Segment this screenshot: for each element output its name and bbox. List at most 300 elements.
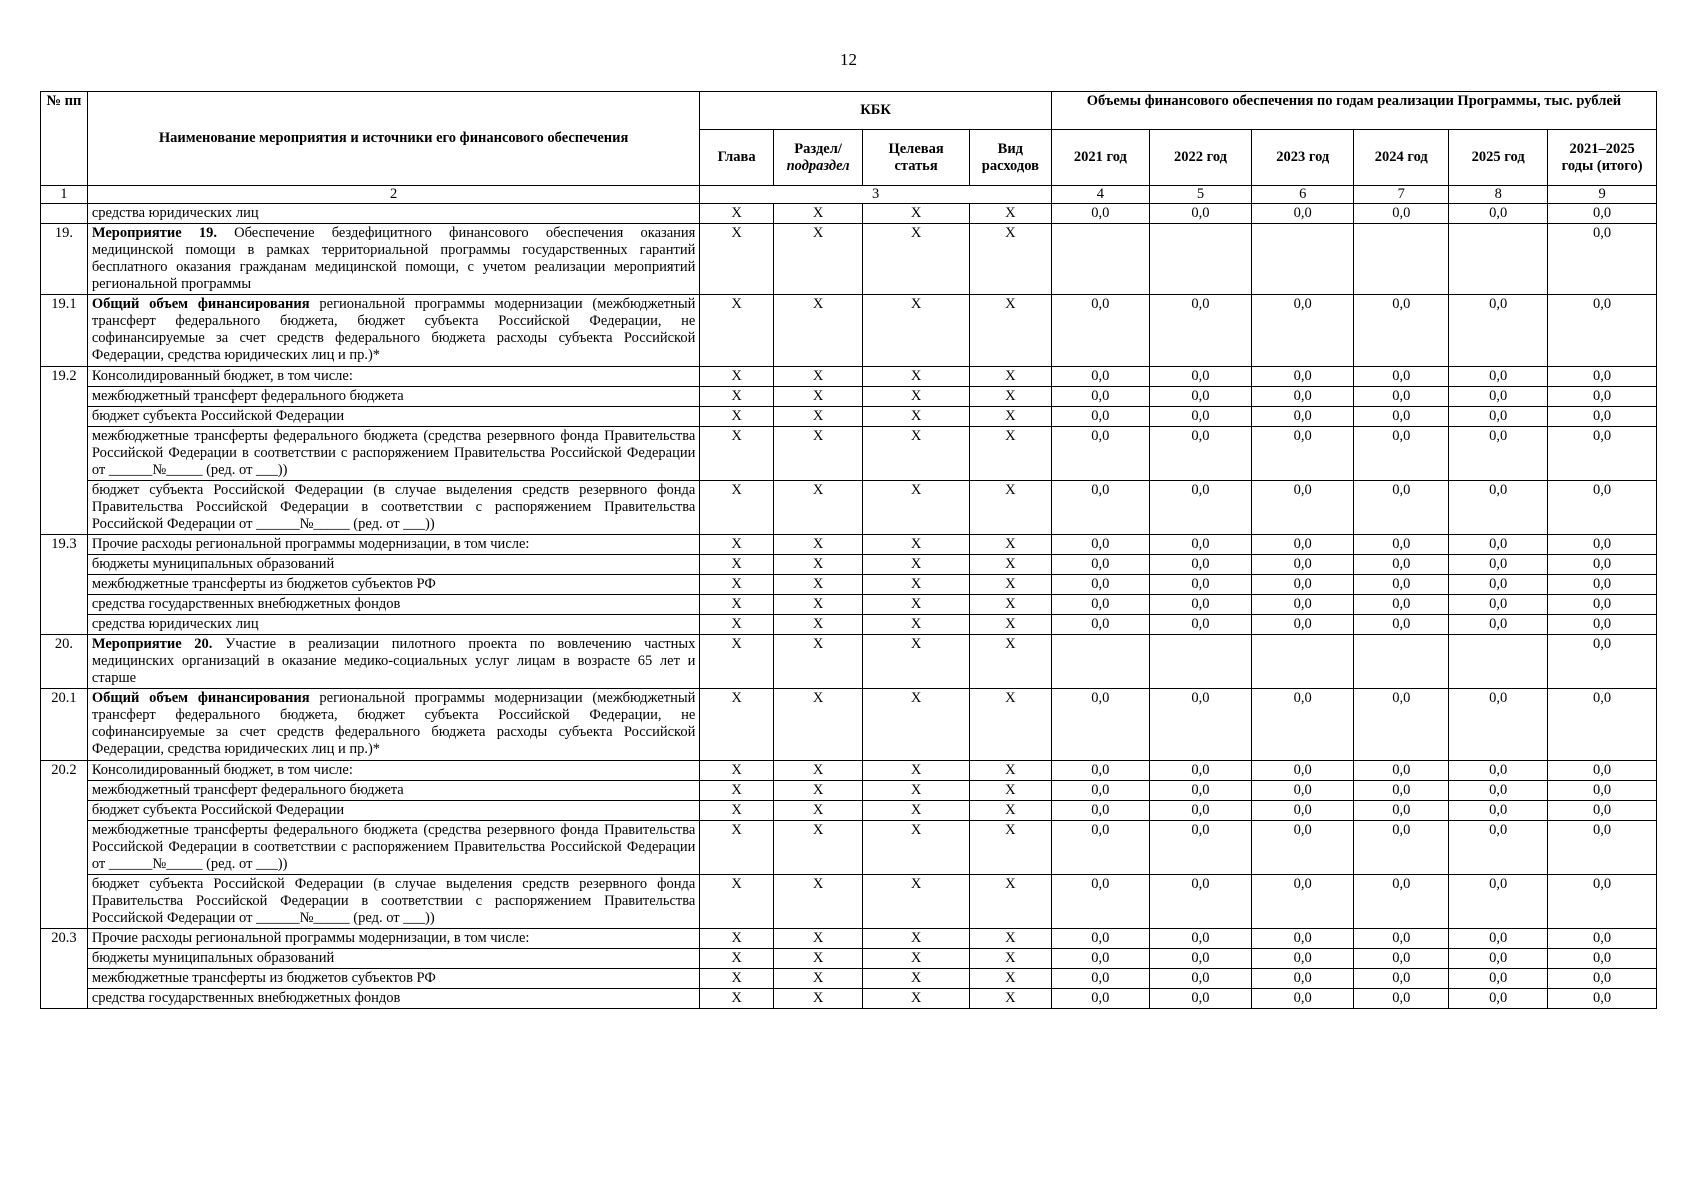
- year-value-cell: 0,0: [1354, 535, 1449, 555]
- row-label-bold: Мероприятие 19.: [91, 225, 217, 241]
- year-value-cell: 0,0: [1252, 555, 1354, 575]
- table-row: [41, 367, 1657, 387]
- year-value-cell: 0,0: [1354, 595, 1449, 615]
- kbk-cell: X: [863, 689, 970, 761]
- year-value-cell: 0,0: [1354, 949, 1449, 969]
- kbk-cell: X: [700, 969, 774, 989]
- year-value-cell: 0,0: [1051, 575, 1149, 595]
- year-value-cell: 0,0: [1449, 407, 1548, 427]
- header-total: 2021–2025 годы (итого): [1548, 130, 1657, 186]
- kbk-cell: X: [773, 969, 862, 989]
- kbk-cell: X: [863, 575, 970, 595]
- kbk-cell: X: [700, 427, 774, 481]
- row-number: 20.1: [41, 689, 88, 761]
- kbk-cell: X: [700, 224, 774, 295]
- year-value-cell: 0,0: [1149, 575, 1251, 595]
- total-value-cell: 0,0: [1548, 635, 1657, 689]
- year-value-cell: 0,0: [1149, 595, 1251, 615]
- year-value-cell: 0,0: [1354, 781, 1449, 801]
- year-value-cell: 0,0: [1051, 407, 1149, 427]
- year-value-cell: 0,0: [1449, 575, 1548, 595]
- year-value-cell: 0,0: [1252, 595, 1354, 615]
- year-value-cell: 0,0: [1252, 535, 1354, 555]
- row-label: межбюджетный трансферт федерального бюджета: [87, 387, 700, 407]
- row-label: межбюджетные трансферты федерального бюджета (средства резервного фонда Правительства Российской Федерации в соответствии с распоряжением Правительства Российской Федерации от ______№_____ (ред. от ___)): [87, 427, 700, 481]
- table-row: [41, 949, 1657, 969]
- kbk-cell: X: [773, 761, 862, 781]
- year-value-cell: [1149, 635, 1251, 689]
- row-label: средства юридических лиц: [87, 204, 700, 224]
- year-value-cell: 0,0: [1149, 761, 1251, 781]
- header-kbk-vid: Вид расходов: [969, 130, 1051, 186]
- year-value-cell: 0,0: [1252, 615, 1354, 635]
- year-value-cell: 0,0: [1149, 969, 1251, 989]
- header-year-2022: 2022 год: [1149, 130, 1251, 186]
- year-value-cell: 0,0: [1252, 387, 1354, 407]
- colnum-2: 2: [87, 186, 700, 204]
- kbk-cell: X: [863, 801, 970, 821]
- row-number: 20.: [41, 635, 88, 689]
- column-numbers-row: [41, 186, 1657, 204]
- year-value-cell: 0,0: [1051, 689, 1149, 761]
- total-value-cell: 0,0: [1548, 555, 1657, 575]
- kbk-cell: X: [773, 949, 862, 969]
- year-value-cell: 0,0: [1051, 204, 1149, 224]
- year-value-cell: 0,0: [1252, 761, 1354, 781]
- colnum-8: 8: [1449, 186, 1548, 204]
- year-value-cell: 0,0: [1449, 204, 1548, 224]
- kbk-cell: X: [969, 575, 1051, 595]
- kbk-cell: X: [863, 427, 970, 481]
- kbk-cell: X: [863, 595, 970, 615]
- row-label: [87, 295, 700, 367]
- year-value-cell: 0,0: [1149, 481, 1251, 535]
- total-value-cell: 0,0: [1548, 407, 1657, 427]
- kbk-cell: X: [863, 635, 970, 689]
- year-value-cell: 0,0: [1354, 929, 1449, 949]
- year-value-cell: 0,0: [1051, 989, 1149, 1009]
- year-value-cell: [1449, 224, 1548, 295]
- table-row: [41, 761, 1657, 781]
- row-number-cell: [41, 204, 88, 224]
- year-value-cell: 0,0: [1149, 989, 1251, 1009]
- kbk-cell: X: [700, 615, 774, 635]
- year-value-cell: 0,0: [1449, 387, 1548, 407]
- year-value-cell: 0,0: [1051, 801, 1149, 821]
- kbk-cell: X: [863, 481, 970, 535]
- kbk-cell: X: [863, 387, 970, 407]
- year-value-cell: 0,0: [1051, 929, 1149, 949]
- kbk-cell: X: [773, 555, 862, 575]
- total-value-cell: 0,0: [1548, 969, 1657, 989]
- year-value-cell: 0,0: [1354, 875, 1449, 929]
- total-value-cell: 0,0: [1548, 781, 1657, 801]
- year-value-cell: 0,0: [1051, 295, 1149, 367]
- year-value-cell: 0,0: [1449, 949, 1548, 969]
- row-label-bold: Общий объем финансирования: [91, 296, 310, 312]
- kbk-cell: X: [773, 575, 862, 595]
- year-value-cell: 0,0: [1449, 535, 1548, 555]
- year-value-cell: 0,0: [1149, 407, 1251, 427]
- total-value-cell: 0,0: [1548, 761, 1657, 781]
- row-label: бюджет субъекта Российской Федерации (в случае выделения средств резервного фонда Правительства Российской Федерации в соответствии с распоряжением Правительства Российской Федерации от ______№_____ (ред. от ___)): [87, 875, 700, 929]
- year-value-cell: 0,0: [1354, 295, 1449, 367]
- colnum-9: 9: [1548, 186, 1657, 204]
- header-podrazdel-text: подраздел: [786, 157, 850, 174]
- year-value-cell: 0,0: [1449, 615, 1548, 635]
- kbk-cell: X: [773, 367, 862, 387]
- year-value-cell: 0,0: [1149, 821, 1251, 875]
- kbk-cell: X: [969, 689, 1051, 761]
- year-value-cell: 0,0: [1449, 761, 1548, 781]
- total-value-cell: 0,0: [1548, 224, 1657, 295]
- year-value-cell: 0,0: [1252, 989, 1354, 1009]
- row-label: [87, 689, 700, 761]
- year-value-cell: 0,0: [1449, 481, 1548, 535]
- kbk-cell: X: [863, 204, 970, 224]
- kbk-cell: X: [969, 761, 1051, 781]
- row-label: межбюджетные трансферты из бюджетов субъектов РФ: [87, 969, 700, 989]
- year-value-cell: 0,0: [1449, 969, 1548, 989]
- kbk-cell: X: [700, 781, 774, 801]
- row-label: средства юридических лиц: [87, 615, 700, 635]
- header-razdel-text: Раздел/: [794, 140, 842, 157]
- kbk-cell: X: [863, 367, 970, 387]
- table-row: [41, 595, 1657, 615]
- kbk-cell: X: [969, 875, 1051, 929]
- kbk-cell: X: [773, 224, 862, 295]
- year-value-cell: [1354, 635, 1449, 689]
- year-value-cell: 0,0: [1354, 821, 1449, 875]
- row-label: Прочие расходы региональной программы модернизации, в том числе:: [87, 929, 700, 949]
- kbk-cell: X: [863, 615, 970, 635]
- year-value-cell: 0,0: [1149, 929, 1251, 949]
- header-year-2024: 2024 год: [1354, 130, 1449, 186]
- kbk-cell: X: [969, 407, 1051, 427]
- year-value-cell: [1051, 635, 1149, 689]
- row-label: средства государственных внебюджетных фондов: [87, 595, 700, 615]
- row-number: 19.2: [41, 367, 88, 535]
- row-label-text: региональной программы модернизации (межбюджетный трансферт федерального бюджета, бюджет субъекта Российской Федерации, не софинансируемые за счет средств федерального бюджета расходы субъекта Российской Федерации, средства юридических лиц и пр.)*: [91, 296, 696, 363]
- kbk-cell: X: [700, 635, 774, 689]
- kbk-cell: X: [969, 615, 1051, 635]
- total-value-cell: 0,0: [1548, 989, 1657, 1009]
- kbk-cell: X: [700, 367, 774, 387]
- kbk-cell: X: [700, 821, 774, 875]
- row-label: [87, 635, 700, 689]
- kbk-cell: X: [773, 615, 862, 635]
- kbk-cell: X: [700, 989, 774, 1009]
- header-kbk-glava: Глава: [700, 130, 774, 186]
- year-value-cell: 0,0: [1449, 595, 1548, 615]
- table-row: [41, 295, 1657, 367]
- row-label-text: Обеспечение бездефицитного финансового обеспечения оказания медицинской помощи в рамках территориальной программы государственных гарантий бесплатного оказания гражданам медицинской помощи, с учетом реализации мероприятий региональной программы: [91, 225, 696, 292]
- year-value-cell: 0,0: [1354, 367, 1449, 387]
- year-value-cell: 0,0: [1354, 407, 1449, 427]
- year-value-cell: 0,0: [1252, 427, 1354, 481]
- row-label-bold: Мероприятие 20.: [91, 636, 213, 652]
- year-value-cell: 0,0: [1149, 387, 1251, 407]
- year-value-cell: 0,0: [1354, 427, 1449, 481]
- kbk-cell: X: [969, 635, 1051, 689]
- kbk-cell: X: [773, 801, 862, 821]
- row-label: Консолидированный бюджет, в том числе:: [87, 761, 700, 781]
- total-value-cell: 0,0: [1548, 295, 1657, 367]
- year-value-cell: 0,0: [1252, 781, 1354, 801]
- kbk-cell: X: [700, 555, 774, 575]
- total-value-cell: 0,0: [1548, 427, 1657, 481]
- kbk-cell: X: [969, 821, 1051, 875]
- table-row: [41, 875, 1657, 929]
- row-label: бюджеты муниципальных образований: [87, 555, 700, 575]
- kbk-cell: X: [700, 481, 774, 535]
- kbk-cell: X: [773, 635, 862, 689]
- kbk-cell: X: [773, 295, 862, 367]
- year-value-cell: 0,0: [1252, 575, 1354, 595]
- total-value-cell: 0,0: [1548, 929, 1657, 949]
- year-value-cell: 0,0: [1252, 407, 1354, 427]
- kbk-cell: X: [863, 949, 970, 969]
- row-number: 20.3: [41, 929, 88, 1009]
- total-value-cell: 0,0: [1548, 367, 1657, 387]
- year-value-cell: [1252, 635, 1354, 689]
- year-value-cell: 0,0: [1449, 875, 1548, 929]
- year-value-cell: 0,0: [1051, 535, 1149, 555]
- row-label: межбюджетный трансферт федерального бюджета: [87, 781, 700, 801]
- kbk-cell: X: [863, 989, 970, 1009]
- kbk-cell: X: [700, 295, 774, 367]
- total-value-cell: 0,0: [1548, 801, 1657, 821]
- kbk-cell: X: [969, 781, 1051, 801]
- kbk-cell: X: [700, 875, 774, 929]
- kbk-cell: X: [969, 427, 1051, 481]
- total-value-cell: 0,0: [1548, 689, 1657, 761]
- header-volumes: Объемы финансового обеспечения по годам реализации Программы, тыс. рублей: [1051, 92, 1656, 130]
- kbk-cell: X: [773, 781, 862, 801]
- row-label: средства государственных внебюджетных фондов: [87, 989, 700, 1009]
- year-value-cell: 0,0: [1449, 689, 1548, 761]
- kbk-cell: X: [969, 949, 1051, 969]
- header-year-2021: 2021 год: [1051, 130, 1149, 186]
- table-row: [41, 989, 1657, 1009]
- year-value-cell: 0,0: [1354, 969, 1449, 989]
- header-year-2025: 2025 год: [1449, 130, 1548, 186]
- kbk-cell: X: [700, 929, 774, 949]
- row-label-text: Участие в реализации пилотного проекта по вовлечению частных медицинских организаций в оказание медико-социальных услуг лицам в возрасте 65 лет и старше: [91, 636, 696, 686]
- year-value-cell: 0,0: [1051, 969, 1149, 989]
- year-value-cell: 0,0: [1449, 295, 1548, 367]
- kbk-cell: X: [700, 689, 774, 761]
- kbk-cell: X: [863, 875, 970, 929]
- year-value-cell: 0,0: [1051, 761, 1149, 781]
- kbk-cell: X: [773, 875, 862, 929]
- row-label-text: региональной программы модернизации (межбюджетный трансферт федерального бюджета, бюджет субъекта Российской Федерации, не софинансируемые за счет средств федерального бюджета расходы субъекта Российской Федерации, средства юридических лиц и пр.)*: [91, 690, 696, 757]
- kbk-cell: X: [700, 387, 774, 407]
- kbk-cell: X: [773, 929, 862, 949]
- year-value-cell: 0,0: [1149, 801, 1251, 821]
- kbk-cell: X: [773, 427, 862, 481]
- year-value-cell: 0,0: [1051, 781, 1149, 801]
- year-value-cell: 0,0: [1449, 929, 1548, 949]
- year-value-cell: 0,0: [1149, 204, 1251, 224]
- table-row: [41, 575, 1657, 595]
- kbk-cell: X: [969, 481, 1051, 535]
- year-value-cell: 0,0: [1149, 427, 1251, 481]
- year-value-cell: 0,0: [1449, 367, 1548, 387]
- year-value-cell: 0,0: [1252, 481, 1354, 535]
- year-value-cell: [1252, 224, 1354, 295]
- year-value-cell: 0,0: [1149, 295, 1251, 367]
- year-value-cell: 0,0: [1051, 387, 1149, 407]
- table-row: [41, 224, 1657, 295]
- row-label: [87, 224, 700, 295]
- kbk-cell: X: [773, 821, 862, 875]
- table-row: [41, 407, 1657, 427]
- table-row: [41, 821, 1657, 875]
- year-value-cell: 0,0: [1051, 595, 1149, 615]
- kbk-cell: X: [969, 367, 1051, 387]
- kbk-cell: X: [863, 761, 970, 781]
- year-value-cell: 0,0: [1252, 821, 1354, 875]
- kbk-cell: X: [700, 949, 774, 969]
- year-value-cell: 0,0: [1354, 761, 1449, 781]
- kbk-cell: X: [700, 535, 774, 555]
- kbk-cell: X: [969, 204, 1051, 224]
- row-label: бюджет субъекта Российской Федерации (в случае выделения средств резервного фонда Правительства Российской Федерации в соответствии с распоряжением Правительства Российской Федерации от ______№_____ (ред. от ___)): [87, 481, 700, 535]
- kbk-cell: X: [969, 989, 1051, 1009]
- header-kbk: КБК: [700, 92, 1052, 130]
- kbk-cell: X: [863, 535, 970, 555]
- colnum-6: 6: [1252, 186, 1354, 204]
- kbk-cell: X: [969, 535, 1051, 555]
- total-value-cell: 0,0: [1548, 575, 1657, 595]
- table-row: [41, 969, 1657, 989]
- year-value-cell: [1051, 224, 1149, 295]
- kbk-cell: X: [863, 555, 970, 575]
- colnum-4: 4: [1051, 186, 1149, 204]
- table-row: [41, 204, 1657, 224]
- kbk-cell: X: [700, 575, 774, 595]
- year-value-cell: 0,0: [1252, 295, 1354, 367]
- header-no: № пп: [41, 92, 88, 186]
- row-label-bold: Общий объем финансирования: [91, 690, 310, 706]
- year-value-cell: 0,0: [1149, 615, 1251, 635]
- kbk-cell: X: [773, 595, 862, 615]
- kbk-cell: X: [969, 969, 1051, 989]
- kbk-cell: X: [969, 801, 1051, 821]
- year-value-cell: 0,0: [1149, 555, 1251, 575]
- table-row: [41, 689, 1657, 761]
- year-value-cell: 0,0: [1252, 875, 1354, 929]
- year-value-cell: 0,0: [1449, 555, 1548, 575]
- page-number: 12: [840, 50, 857, 69]
- financing-table: [40, 91, 1657, 1009]
- year-value-cell: 0,0: [1051, 821, 1149, 875]
- kbk-cell: X: [773, 689, 862, 761]
- year-value-cell: 0,0: [1252, 204, 1354, 224]
- kbk-cell: X: [969, 555, 1051, 575]
- year-value-cell: 0,0: [1252, 689, 1354, 761]
- year-value-cell: 0,0: [1051, 555, 1149, 575]
- year-value-cell: 0,0: [1449, 821, 1548, 875]
- row-number: 19.3: [41, 535, 88, 635]
- kbk-cell: X: [773, 407, 862, 427]
- kbk-cell: X: [700, 595, 774, 615]
- year-value-cell: 0,0: [1449, 989, 1548, 1009]
- year-value-cell: 0,0: [1051, 615, 1149, 635]
- year-value-cell: 0,0: [1354, 615, 1449, 635]
- kbk-cell: X: [863, 224, 970, 295]
- year-value-cell: 0,0: [1149, 875, 1251, 929]
- kbk-cell: X: [700, 761, 774, 781]
- kbk-cell: X: [773, 387, 862, 407]
- year-value-cell: 0,0: [1354, 689, 1449, 761]
- year-value-cell: 0,0: [1149, 535, 1251, 555]
- year-value-cell: 0,0: [1354, 575, 1449, 595]
- row-label: бюджет субъекта Российской Федерации: [87, 407, 700, 427]
- kbk-cell: X: [773, 989, 862, 1009]
- year-value-cell: 0,0: [1354, 555, 1449, 575]
- total-value-cell: 0,0: [1548, 615, 1657, 635]
- table-row: [41, 929, 1657, 949]
- kbk-cell: X: [773, 204, 862, 224]
- year-value-cell: [1449, 635, 1548, 689]
- table-row: [41, 481, 1657, 535]
- year-value-cell: 0,0: [1354, 204, 1449, 224]
- year-value-cell: 0,0: [1449, 427, 1548, 481]
- header-year-2023: 2023 год: [1252, 130, 1354, 186]
- kbk-cell: X: [700, 407, 774, 427]
- row-label: Прочие расходы региональной программы модернизации, в том числе:: [87, 535, 700, 555]
- table-row: [41, 635, 1657, 689]
- year-value-cell: 0,0: [1051, 481, 1149, 535]
- year-value-cell: [1149, 224, 1251, 295]
- colnum-1: 1: [41, 186, 88, 204]
- year-value-cell: 0,0: [1051, 427, 1149, 481]
- total-value-cell: 0,0: [1548, 481, 1657, 535]
- kbk-cell: X: [700, 801, 774, 821]
- table-row: [41, 555, 1657, 575]
- year-value-cell: 0,0: [1252, 949, 1354, 969]
- table-row: [41, 615, 1657, 635]
- year-value-cell: 0,0: [1149, 367, 1251, 387]
- kbk-cell: X: [773, 535, 862, 555]
- row-label: бюджеты муниципальных образований: [87, 949, 700, 969]
- table-row: [41, 801, 1657, 821]
- kbk-cell: X: [863, 407, 970, 427]
- row-number: 20.2: [41, 761, 88, 929]
- year-value-cell: [1354, 224, 1449, 295]
- table-row: [41, 387, 1657, 407]
- row-label: Консолидированный бюджет, в том числе:: [87, 367, 700, 387]
- colnum-7: 7: [1354, 186, 1449, 204]
- total-value-cell: 0,0: [1548, 387, 1657, 407]
- colnum-3: 3: [700, 186, 1052, 204]
- total-value-cell: 0,0: [1548, 821, 1657, 875]
- year-value-cell: 0,0: [1252, 969, 1354, 989]
- year-value-cell: 0,0: [1354, 387, 1449, 407]
- total-value-cell: 0,0: [1548, 875, 1657, 929]
- kbk-cell: X: [969, 295, 1051, 367]
- year-value-cell: 0,0: [1354, 481, 1449, 535]
- year-value-cell: 0,0: [1051, 875, 1149, 929]
- year-value-cell: 0,0: [1149, 689, 1251, 761]
- kbk-cell: X: [969, 929, 1051, 949]
- year-value-cell: 0,0: [1449, 801, 1548, 821]
- table-row: [41, 427, 1657, 481]
- kbk-cell: X: [969, 224, 1051, 295]
- total-value-cell: 0,0: [1548, 949, 1657, 969]
